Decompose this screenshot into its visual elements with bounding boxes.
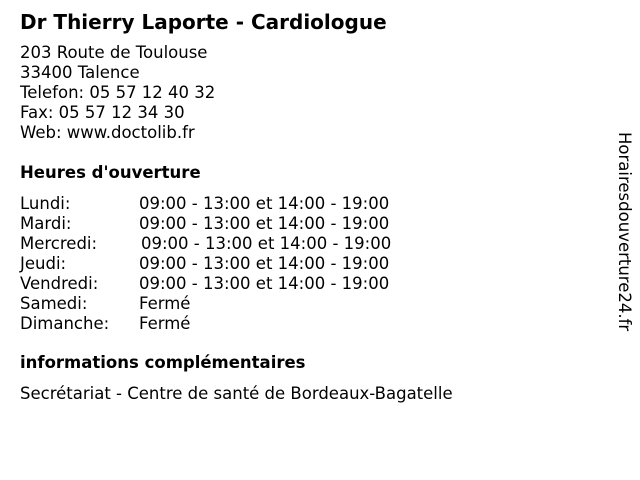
opening-hours-heading: Heures d'ouverture <box>20 163 201 182</box>
additional-info-text: Secrétariat - Centre de santé de Bordeaux-Bagatelle <box>20 384 453 403</box>
hours-value: 09:00 - 13:00 et 14:00 - 19:00 <box>139 254 390 273</box>
page-title: Dr Thierry Laporte - Cardiologue <box>20 10 387 34</box>
day-label: Mardi: <box>20 214 72 233</box>
street-address: 203 Route de Toulouse <box>20 43 208 62</box>
day-label: Jeudi: <box>20 254 67 273</box>
day-label: Samedi: <box>20 294 88 313</box>
hours-value: 09:00 - 13:00 et 14:00 - 19:00 <box>139 214 390 233</box>
additional-info-heading: informations complémentaires <box>20 353 306 372</box>
hours-value: 09:00 - 13:00 et 14:00 - 19:00 <box>139 274 390 293</box>
hours-value: 09:00 - 13:00 et 14:00 - 19:00 <box>141 234 392 253</box>
day-label: Vendredi: <box>20 274 99 293</box>
day-label: Mercredi: <box>20 234 98 253</box>
hours-value: Fermé <box>139 314 191 333</box>
fax-number: Fax: 05 57 12 34 30 <box>20 103 185 122</box>
website: Web: www.doctolib.fr <box>20 123 195 142</box>
city-postcode: 33400 Talence <box>20 63 140 82</box>
day-label: Dimanche: <box>20 314 110 333</box>
day-label: Lundi: <box>20 194 71 213</box>
contact-block <box>20 43 215 143</box>
site-watermark: Horairesdouverture24.fr <box>615 132 634 332</box>
phone-number: Telefon: 05 57 12 40 32 <box>20 83 216 102</box>
hours-value: Fermé <box>139 294 191 313</box>
hours-value: 09:00 - 13:00 et 14:00 - 19:00 <box>139 194 390 213</box>
